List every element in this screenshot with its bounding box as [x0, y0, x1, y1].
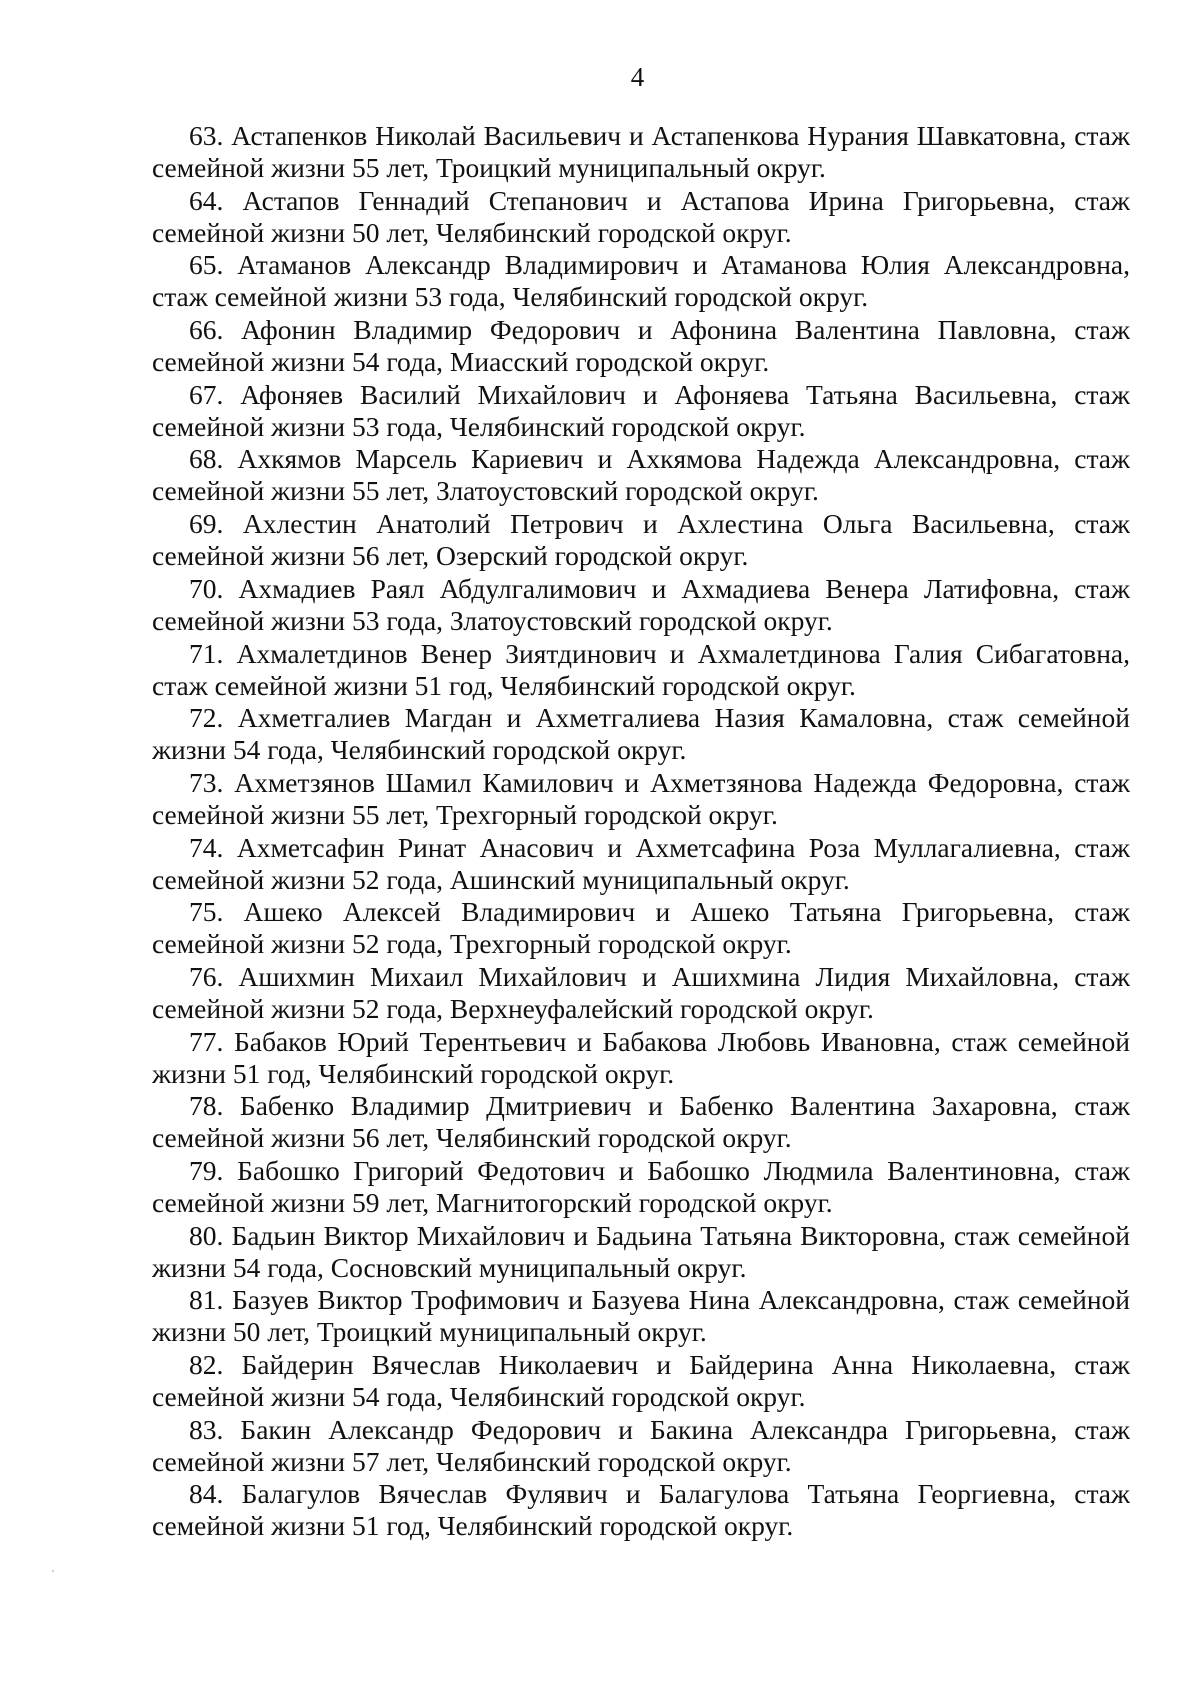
- list-item-text: Ахмадиев Раял Абдулгалимович и Ахмадиева Венера Латифовна, стаж семейной жизни 53 года, Златоустовский городской округ.: [152, 572, 1130, 636]
- list-item-text: Ахлестин Анатолий Петрович и Ахлестина Ольга Васильевна, стаж семейной жизни 56 лет, Озерский городской округ.: [152, 508, 1130, 572]
- list-item-number: 72.: [189, 702, 224, 734]
- list-item: [152, 638, 1130, 703]
- list-item-text: Ахмалетдинов Венер Зиятдинович и Ахмалетдинова Галия Сибагатовна, стаж семейной жизни 51 год, Челябинский городской округ.: [152, 637, 1130, 701]
- list-item-number: 69.: [189, 508, 224, 540]
- list-item-number: 65.: [189, 249, 224, 281]
- list-item: [152, 1284, 1130, 1349]
- list-item-number: 76.: [189, 960, 224, 992]
- list-item: [152, 379, 1130, 444]
- list-item-number: 70.: [189, 572, 224, 604]
- list-item-number: 74.: [189, 831, 224, 863]
- award-list: [152, 120, 1130, 1543]
- list-item-text: Бабошко Григорий Федотович и Бабошко Людмила Валентиновна, стаж семейной жизни 59 лет, Магнитогорский городской округ.: [152, 1155, 1130, 1218]
- list-item: [152, 1349, 1130, 1414]
- list-item-text: Ашихмин Михаил Михайлович и Ашихмина Лидия Михайловна, стаж семейной жизни 52 года, Верхнеуфалейский городской округ.: [152, 960, 1130, 1024]
- list-item-text: Ахкямов Марсель Кариевич и Ахкямова Надежда Александровна, стаж семейной жизни 55 лет, Златоустовский городской округ.: [152, 443, 1130, 507]
- list-item-number: 83.: [189, 1413, 224, 1445]
- list-item-text: Афонин Владимир Федорович и Афонина Валентина Павловна, стаж семейной жизни 54 года, Миасский городской округ.: [152, 314, 1130, 378]
- list-item-text: Атаманов Александр Владимирович и Атаманова Юлия Александровна, стаж семейной жизни 53 года, Челябинский городской округ.: [152, 249, 1130, 313]
- list-item-text: Ахметзянов Шамил Камилович и Ахметзянова Надежда Федоровна, стаж семейной жизни 55 лет, Трехгорный городской округ.: [152, 766, 1130, 830]
- list-item-number: 77.: [189, 1025, 224, 1057]
- list-item-text: Ахметгалиев Магдан и Ахметгалиева Назия Камаловна, стаж семейной жизни 54 года, Челябинский городской округ.: [152, 702, 1130, 766]
- list-item-number: 66.: [189, 314, 224, 346]
- list-item-text: Ахметсафин Ринат Анасович и Ахметсафина Роза Муллагалиевна, стаж семейной жизни 52 года, Ашинский муниципальный округ.: [152, 831, 1130, 895]
- list-item-number: 78.: [189, 1090, 224, 1122]
- list-item-text: Байдерин Вячеслав Николаевич и Байдерина Анна Николаевна, стаж семейной жизни 54 года, Челябинский городской округ.: [152, 1349, 1130, 1413]
- list-item: [152, 767, 1130, 832]
- list-item: [152, 702, 1130, 767]
- list-item: [152, 249, 1130, 314]
- list-item: [152, 832, 1130, 897]
- list-item: [152, 1090, 1130, 1155]
- list-item-text: Бабаков Юрий Терентьевич и Бабакова Любовь Ивановна, стаж семейной жизни 51 год, Челябинский городской округ.: [152, 1025, 1130, 1089]
- list-item: [152, 1155, 1130, 1220]
- list-item: [152, 185, 1130, 250]
- list-item-number: 67.: [189, 378, 224, 410]
- list-item: [152, 120, 1130, 185]
- list-item-text: Ашеко Алексей Владимирович и Ашеко Татьяна Григорьевна, стаж семейной жизни 52 года, Трехгорный городской округ.: [152, 896, 1130, 960]
- list-item-text: Бадьин Виктор Михайлович и Бадьина Татьяна Викторовна, стаж семейной жизни 54 года, Сосновский муниципальный округ.: [152, 1219, 1130, 1283]
- list-item: [152, 961, 1130, 1026]
- scan-speck: [52, 1570, 54, 1572]
- list-item: [152, 1026, 1130, 1091]
- list-item-number: 75.: [189, 896, 224, 928]
- list-item-text: Базуев Виктор Трофимович и Базуева Нина Александровна, стаж семейной жизни 50 лет, Троицкий муниципальный округ.: [152, 1284, 1130, 1348]
- list-item: [152, 1220, 1130, 1285]
- list-item-text: Бабенко Владимир Дмитриевич и Бабенко Валентина Захаровна, стаж семейной жизни 56 лет, Челябинский городской округ.: [152, 1090, 1130, 1154]
- page-number: 4: [630, 62, 645, 92]
- list-item-text: Астапенков Николай Васильевич и Астапенкова Нурания Шавкатовна, стаж семейной жизни 55 лет, Троицкий муниципальный округ.: [152, 120, 1130, 183]
- list-item-number: 82.: [189, 1349, 224, 1381]
- list-item: [152, 443, 1130, 508]
- list-item-text: Астапов Геннадий Степанович и Астапова Ирина Григорьевна, стаж семейной жизни 50 лет, Челябинский городской округ.: [152, 184, 1130, 248]
- list-item: [152, 314, 1130, 379]
- list-item: [152, 508, 1130, 573]
- list-item-number: 73.: [189, 766, 224, 798]
- list-item-number: 71.: [189, 637, 224, 669]
- list-item: [152, 1414, 1130, 1479]
- list-item-text: Афоняев Василий Михайлович и Афоняева Татьяна Васильевна, стаж семейной жизни 53 года, Челябинский городской округ.: [152, 378, 1130, 442]
- list-item-number: 79.: [189, 1155, 224, 1186]
- list-item-number: 64.: [189, 184, 224, 216]
- list-item-number: 68.: [189, 443, 224, 475]
- list-item-number: 63.: [189, 120, 224, 151]
- list-item: [152, 896, 1130, 961]
- list-item-number: 84.: [189, 1478, 224, 1510]
- list-item-number: 80.: [189, 1219, 224, 1251]
- list-item-text: Балагулов Вячеслав Фулявич и Балагулова Татьяна Георгиевна, стаж семейной жизни 51 год, Челябинский городской округ.: [152, 1478, 1130, 1542]
- list-item-number: 81.: [189, 1284, 224, 1316]
- list-item: [152, 573, 1130, 638]
- list-item-text: Бакин Александр Федорович и Бакина Александра Григорьевна, стаж семейной жизни 57 лет, Челябинский городской округ.: [152, 1413, 1130, 1477]
- list-item: [152, 1478, 1130, 1543]
